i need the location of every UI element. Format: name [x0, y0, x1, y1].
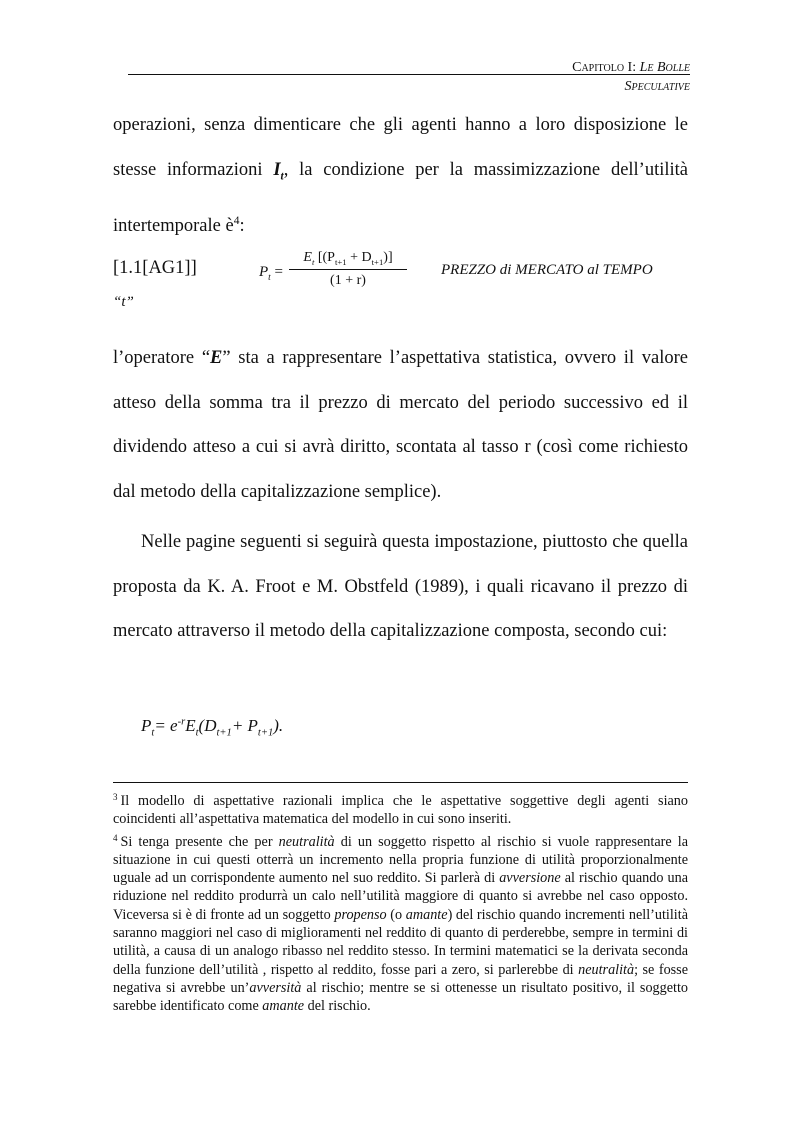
chapter-header — [572, 58, 690, 96]
final-equation: $P_t= e^{-r}E_t(D_{t+1}+ P_{t+1})$. — [141, 716, 284, 739]
equation-block: [1.1[AG1]] $P_t$ = $\frac{E_t [(P_{t+1} + D_{t+1})]}{(1 + r)}$ PREZZO di MERCATO al TEMPO “t” — [113, 250, 653, 310]
equation-label: [1.1[AG1]] — [113, 258, 197, 278]
footnote-3: $^3$ Il modello di aspettative razionali implica che le aspettative soggettive degli agenti siano coincidenti all’aspettativa matematica del modello in cui sono inseriti. — [113, 792, 688, 828]
footnote-rule — [113, 782, 688, 783]
header-rule — [128, 74, 690, 75]
paragraph-2: l’operatore “E” sta a rappresentare l’aspettativa statistica, ovvero il valore atteso della somma tra il prezzo di mercato del periodo successivo ed il dividendo atteso a cui si avrà diritto, scontata al tasso r (così come richiesto dal metodo della capitalizzazione semplice). — [113, 348, 688, 502]
footnote-ref-4: 4 — [233, 214, 240, 227]
paragraph-1: operazioni, senza dimenticare che gli agenti hanno a loro disposizione le stesse informazioni $I_t$, la condizione per la massimizzazione dell’utilità intertemporale $è^4$: — [113, 115, 689, 236]
paragraph-3: Nelle pagine seguenti si seguirà questa impostazione, piuttosto che quella proposta da K. A. Froot e M. Obstfeld (1989), i quali ricavano il prezzo di mercato attraverso il metodo della capitalizzazione composta, secondo cui: — [113, 532, 688, 641]
chapter-label: Capitolo I: — [572, 60, 637, 75]
footnote-4: $^4$ Si tenga presente che per neutralità di un soggetto rispetto al rischio si vuole rappresentare la situazione in cui questi otterrà un incremento nella propria funzione di utilità proporzionalmente uguale ad un corrispondente aumento nel suo reddito. Si parlerà di avversione al rischio quando una riduzione nel reddito produrrà un calo nell’utilità maggiore di quanto si avrebbe nel caso opposto. Viceversa si è di fronte ad un soggetto propenso (o amante) del rischio quando incrementi nell’utilità saranno maggiori nel caso di miglioramenti nel reddito di quanto di perderebbe, sempre in termini di utilità, a causa di un analogo ribasso nel reddito stesso. In termini matematici se la derivata seconda della funzione dell’utilità , rispetto al reddito, fosse pari a zero, si parlerebbe di neutralità; se fosse negativa si avrebbe un’avversità al rischio; mentre se si ottenesse un risultato positivo, il soggetto sarebbe identificato come amante del rischio. — [113, 832, 689, 1015]
chapter-title-part1: Le Bolle — [639, 60, 690, 75]
equation-fraction: $\frac{E_t [(P_{t+1} + D_{t+1})]}{(1 + r)}$ — [289, 250, 407, 289]
chapter-title-part2: Speculative — [624, 79, 690, 94]
para1-text-a: operazioni, senza dimenticare che gli agenti hanno a loro disposizione le stesse informazioni — [113, 115, 688, 180]
para1-text-b: , la condizione per la massimizzazione dell’utilità intertemporale è — [113, 159, 689, 236]
footnotes — [113, 788, 688, 1016]
equation-caption-t: “t” — [113, 294, 134, 310]
info-symbol: $I_t$ — [273, 159, 284, 183]
equation-caption: PREZZO di MERCATO al TEMPO — [441, 262, 653, 278]
